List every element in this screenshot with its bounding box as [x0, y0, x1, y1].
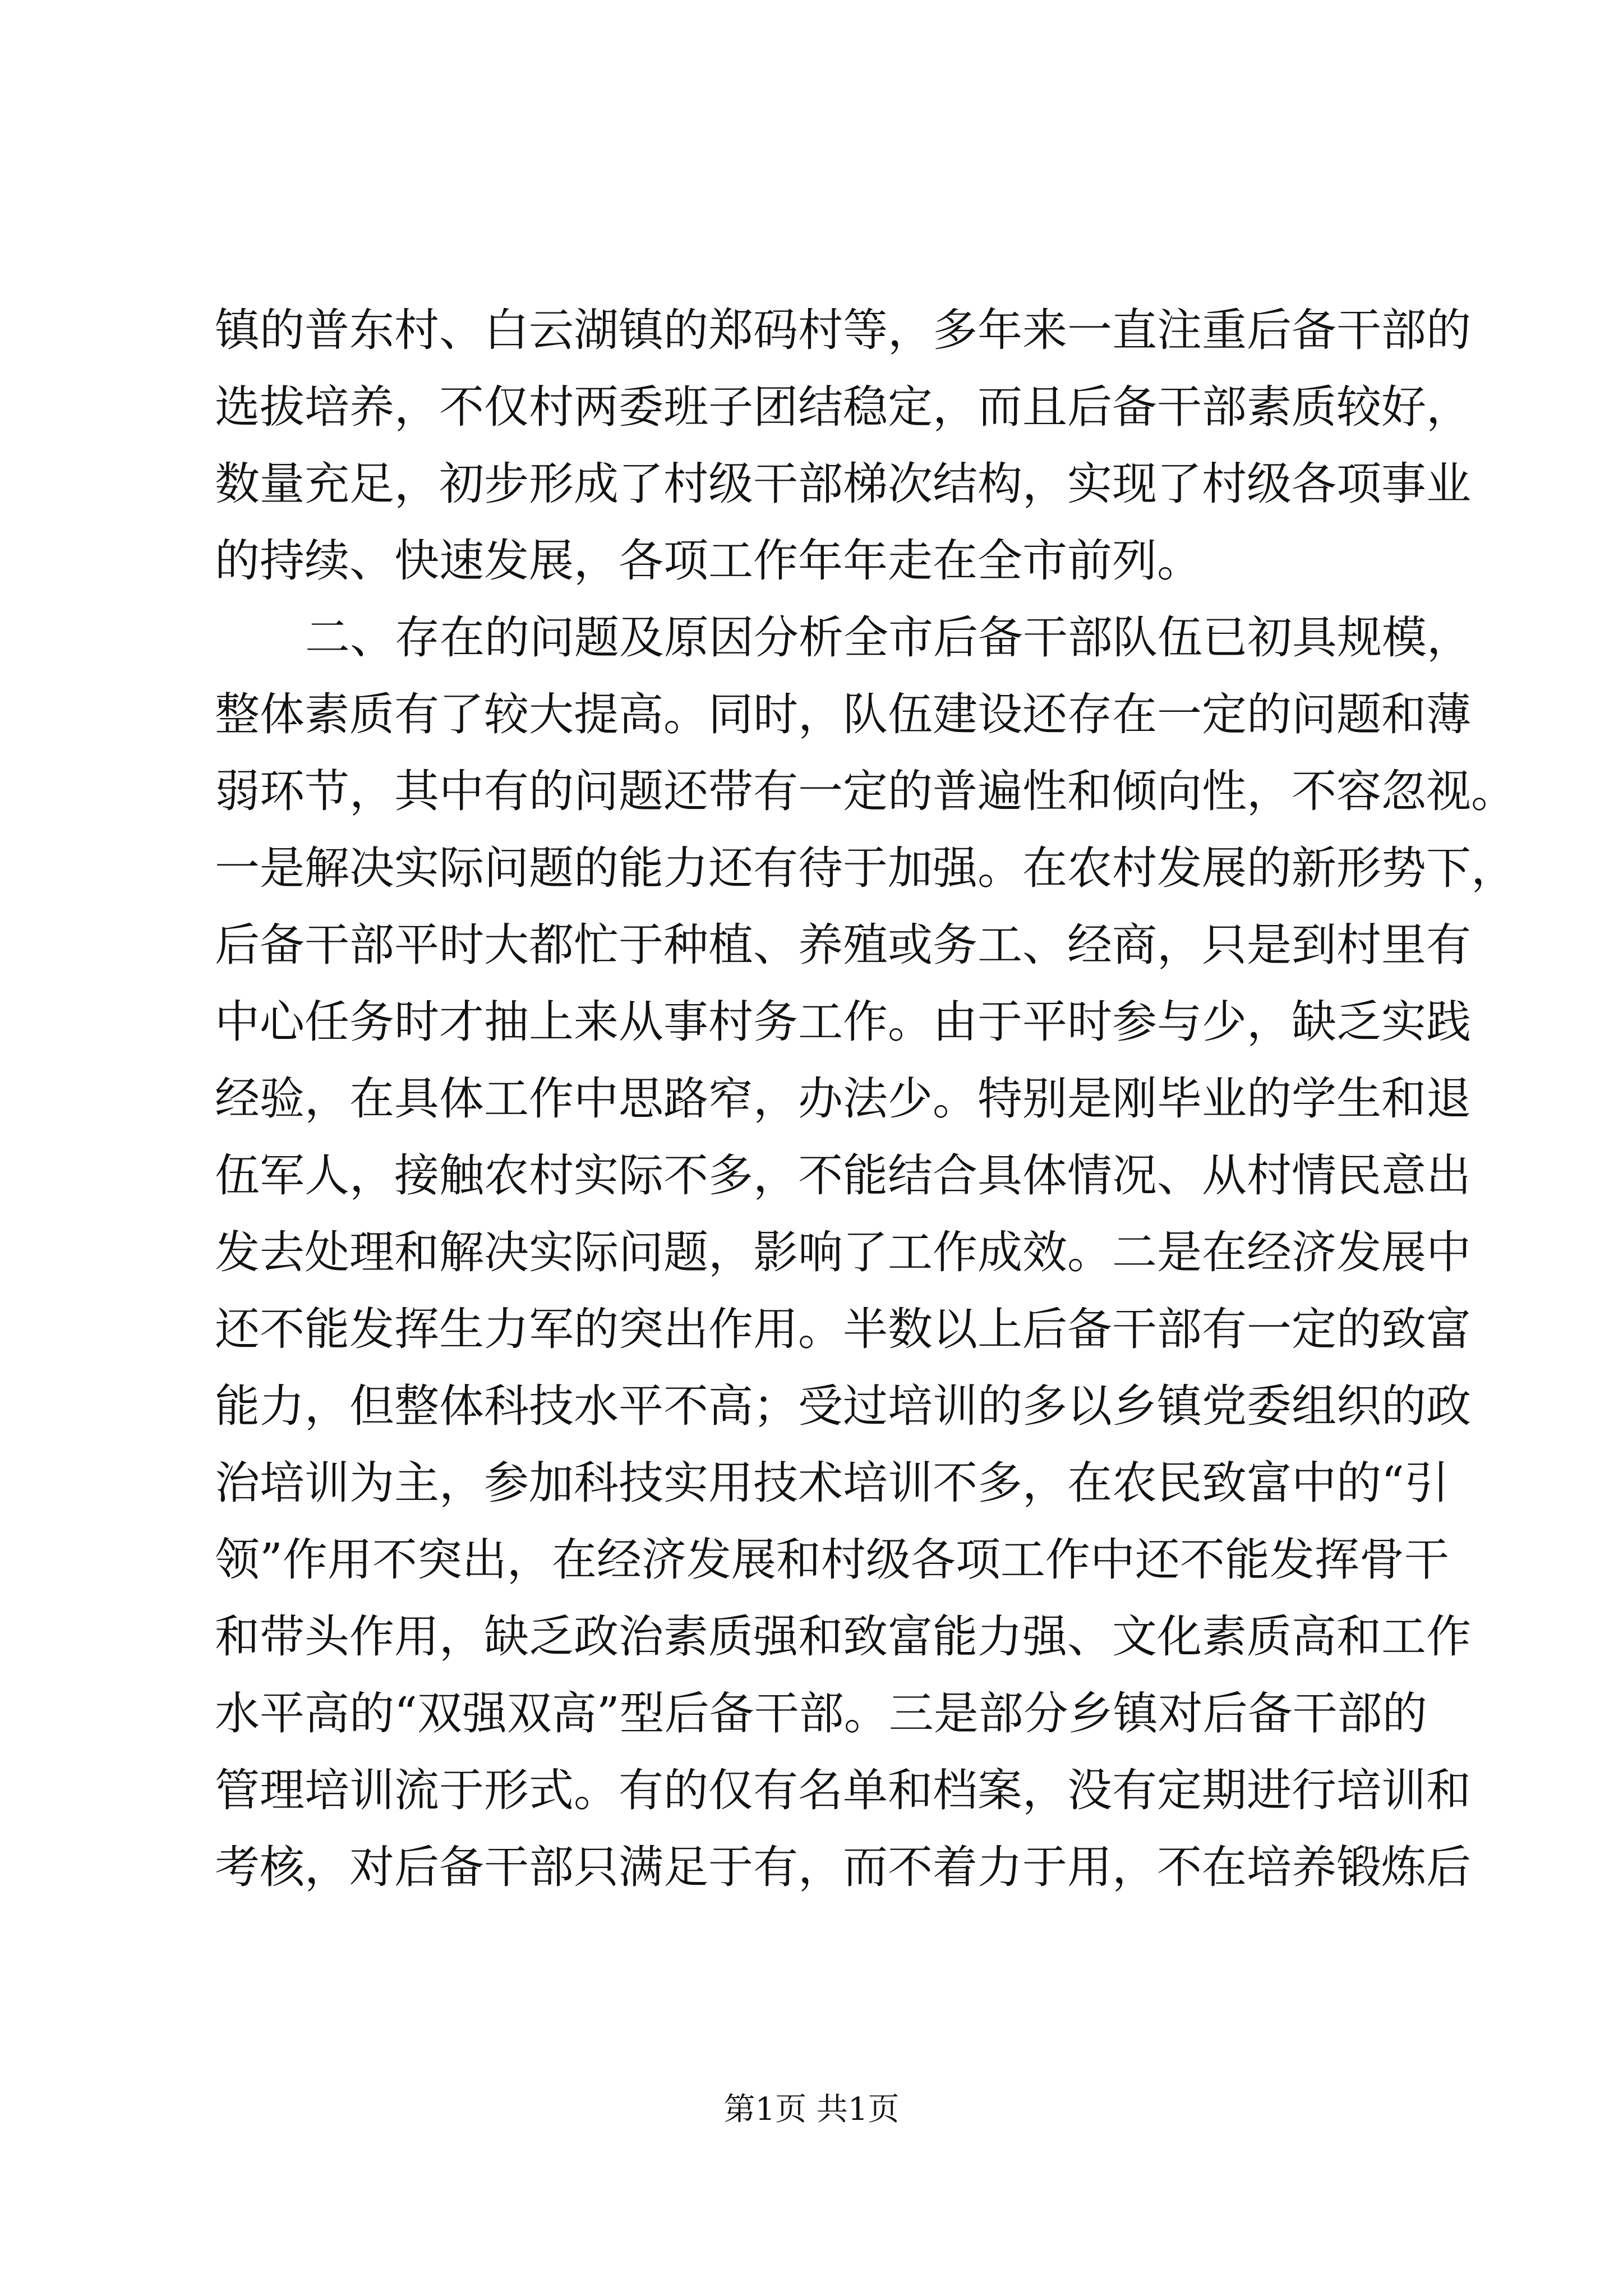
text-line: 后备干部平时大都忙于种植、养殖或务工、经商，只是到村里有	[215, 919, 1471, 971]
text-line: 管理培训流于形式。有的仅有名单和档案，没有定期进行培训和	[215, 1764, 1471, 1816]
text-line: 整体素质有了较大提高。同时，队伍建设还存在一定的问题和薄	[215, 688, 1471, 740]
text-line: 数量充足，初步形成了村级干部梯次结构，实现了村级各项事业	[215, 458, 1471, 510]
text-line: 伍军人，接触农村实际不多，不能结合具体情况、从村情民意出	[215, 1149, 1471, 1202]
text-line: 弱环节，其中有的问题还带有一定的普遍性和倾向性，不容忽视。	[215, 765, 1516, 817]
text-line: 能力，但整体科技水平不高；受过培训的多以乡镇党委组织的政	[215, 1380, 1471, 1432]
text-line: 还不能发挥生力军的突出作用。半数以上后备干部有一定的致富	[215, 1303, 1471, 1355]
body-text	[215, 292, 1516, 1906]
paragraph-first-line: 二、存在的问题及原因分析全市后备干部队伍已初具规模，	[305, 611, 1472, 664]
text-line: 选拔培养，不仅村两委班子团结稳定，而且后备干部素质较好，	[215, 381, 1471, 433]
text-line: 一是解决实际问题的能力还有待于加强。在农村发展的新形势下，	[215, 842, 1516, 894]
text-line: 经验，在具体工作中思路窄，办法少。特别是刚毕业的学生和退	[215, 1073, 1471, 1125]
text-line: 领”作用不突出，在经济发展和村级各项工作中还不能发挥骨干	[215, 1534, 1449, 1586]
text-line: 考核，对后备干部只满足于有，而不着力于用，不在培养锻炼后	[215, 1841, 1471, 1893]
text-line: 中心任务时才抽上来从事村务工作。由于平时参与少，缺乏实践	[215, 996, 1471, 1048]
page-footer: 第1页 共1页	[723, 2091, 900, 2128]
text-line: 治培训为主，参加科技实用技术培训不多，在农民致富中的“引	[215, 1457, 1449, 1509]
text-line: 和带头作用，缺乏政治素质强和致富能力强、文化素质高和工作	[215, 1611, 1471, 1663]
text-line: 的持续、快速发展，各项工作年年走在全市前列。	[215, 535, 1202, 587]
text-line: 发去处理和解决实际问题，影响了工作成效。二是在经济发展中	[215, 1226, 1471, 1278]
text-line: 镇的普东村、白云湖镇的郑码村等，多年来一直注重后备干部的	[215, 304, 1471, 356]
text-line: 水平高的“双强双高”型后备干部。三是部分乡镇对后备干部的	[215, 1687, 1427, 1740]
